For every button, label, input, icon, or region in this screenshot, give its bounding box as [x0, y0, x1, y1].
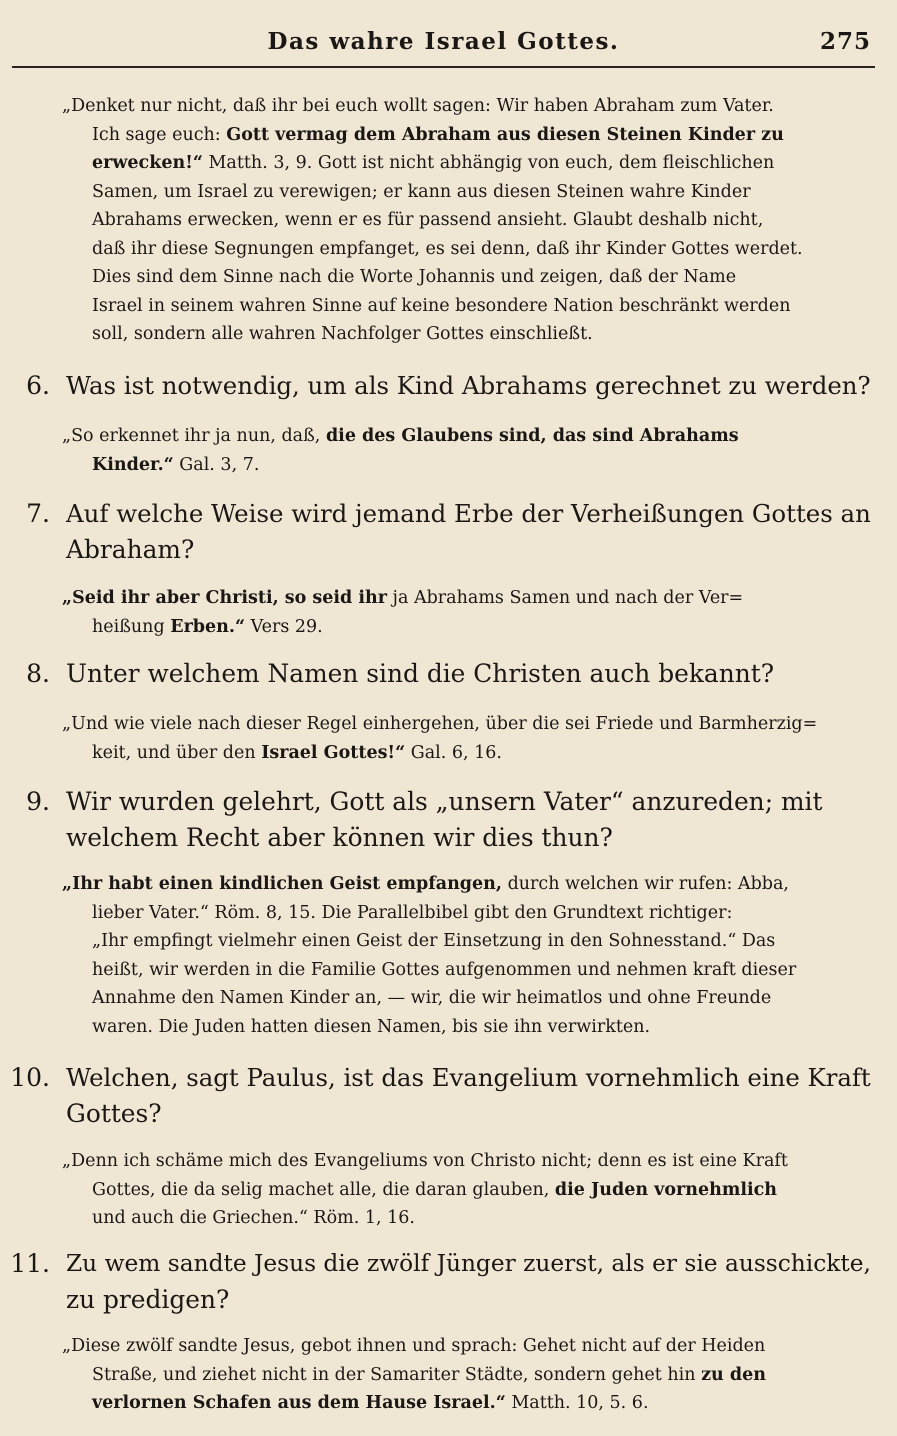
- question-text: Gottes?: [66, 1099, 162, 1128]
- question-text: welchem Recht aber können wir dies thun?: [66, 823, 613, 852]
- running-title: Das wahre Israel Gottes.: [267, 28, 620, 55]
- emphasis-text: Erben.“: [170, 616, 246, 637]
- question-text: Abraham?: [66, 535, 195, 564]
- emphasis-text: die des Glaubens sind, das sind Abrahams: [325, 426, 739, 446]
- question-text: Auf welche Weise wird jemand Erbe der Verheißungen Gottes an: [66, 499, 871, 528]
- emphasis-text: verlornen Schafen aus dem Hause Israel.“: [92, 1393, 506, 1413]
- answer-9: „Ihr habt einen kindlichen Geist empfangen, durch welchen wir rufen: Abba, lieber Vater.“ Röm. 8, 15. Die Parallelbibel gibt den Grundtext richtiger: „Ihr empfingt vielmehr einen Geist der Einsetzung in den Sohnesstand.“ Das heißt, wir werden in die Familie Gottes aufgenommen und nehmen kraft dieser Annahme den Namen Kinder an, — wir, die wir heimatlos und ohne Freunde waren. Die Juden hatten diesen Namen, bis sie ihn verwirkten.: [62, 874, 797, 1037]
- question-6: [0, 368, 875, 404]
- emphasis-text: „Ihr habt einen kindlichen Geist empfangen,: [62, 874, 502, 894]
- question-9: [0, 784, 875, 856]
- question-text: Was ist notwendig, um als Kind Abrahams gerechnet zu werden?: [66, 371, 871, 400]
- question-number: 9.: [26, 787, 50, 816]
- question-text: Wir wurden gelehrt, Gott als „unsern Vater“ anzureden; mit: [66, 787, 823, 816]
- answer-10: „Denn ich schäme mich des Evangeliums von Christo nicht; denn es ist eine Kraft Gottes, die da selig machet alle, die daran glauben, die Juden vornehmlich und auch die Griechen.“ Röm. 1, 16.: [62, 1151, 788, 1228]
- page-number: 275: [819, 28, 871, 55]
- question-7: [0, 496, 875, 568]
- emphasis-text: Kinder.“: [92, 454, 174, 475]
- question-11: [0, 1246, 875, 1318]
- answer-6: „So erkennet ihr ja nun, daß, die des Glaubens sind, das sind Abrahams Kinder.“ Gal. 3, 7.: [62, 426, 739, 475]
- emphasis-text: Gott vermag dem Abraham aus diesen Steinen Kinder zu: [226, 124, 784, 145]
- page-header: [12, 14, 875, 68]
- answer-7: „Seid ihr aber Christi, so seid ihr ja Abrahams Samen und nach der Ver= heißung Erben.“ Vers 29.: [62, 588, 744, 637]
- question-number: 10.: [10, 1063, 50, 1092]
- emphasis-text: „Seid ihr aber Christi, so seid ihr: [62, 588, 387, 608]
- intro-quote: „Denket nur nicht, daß ihr bei euch wollt sagen: Wir haben Abraham zum Vater. Ich sage euch: Gott vermag dem Abraham aus diesen Steinen Kinder zu erwecken!“ Matth. 3, 9. Gott ist nicht abhängig von euch, dem fleischlichen Samen, um Israel zu verewigen; er kann aus diesen Steinen wahre Kinder Abrahams erwecken, wenn er es für passend ansieht. Glaubt deshalb nicht, daß ihr diese Segnungen empfanget, es sei denn, daß ihr Kinder Gottes werdet. Dies sind dem Sinne nach die Worte Johannis und zeigen, daß der Name Israel in seinem wahren Sinne auf keine besondere Nation beschränkt werden soll, sondern alle wahren Nachfolger Gottes einschließt.: [62, 96, 803, 344]
- emphasis-text: erwecken!“: [92, 153, 203, 173]
- question-10: [0, 1060, 875, 1132]
- question-number: 8.: [26, 659, 50, 688]
- emphasis-text: zu den: [701, 1364, 766, 1385]
- emphasis-text: Israel Gottes!“: [261, 742, 406, 763]
- question-number: 7.: [26, 499, 50, 528]
- answer-8: „Und wie viele nach dieser Regel einhergehen, über die sei Friede und Barmherzig= keit, und über den Israel Gottes!“ Gal. 6, 16.: [62, 714, 818, 763]
- question-text: Unter welchem Namen sind die Christen auch bekannt?: [66, 659, 775, 688]
- question-text: zu predigen?: [66, 1285, 230, 1314]
- question-number: 6.: [26, 371, 50, 400]
- question-text: Zu wem sandte Jesus die zwölf Jünger zuerst, als er sie ausschickte,: [66, 1250, 871, 1277]
- question-number: 11.: [10, 1249, 50, 1278]
- emphasis-text: die Juden vornehmlich: [554, 1179, 778, 1200]
- answer-11: „Diese zwölf sandte Jesus, gebot ihnen und sprach: Gehet nicht auf der Heiden Straße, und ziehet nicht in der Samariter Städte, sondern gehet hin zu den verlornen Schafen aus dem Hause Israel.“ Matth. 10, 5. 6.: [62, 1336, 766, 1413]
- question-8: [0, 656, 875, 692]
- question-text: Welchen, sagt Paulus, ist das Evangelium vornehmlich eine Kraft: [66, 1063, 871, 1092]
